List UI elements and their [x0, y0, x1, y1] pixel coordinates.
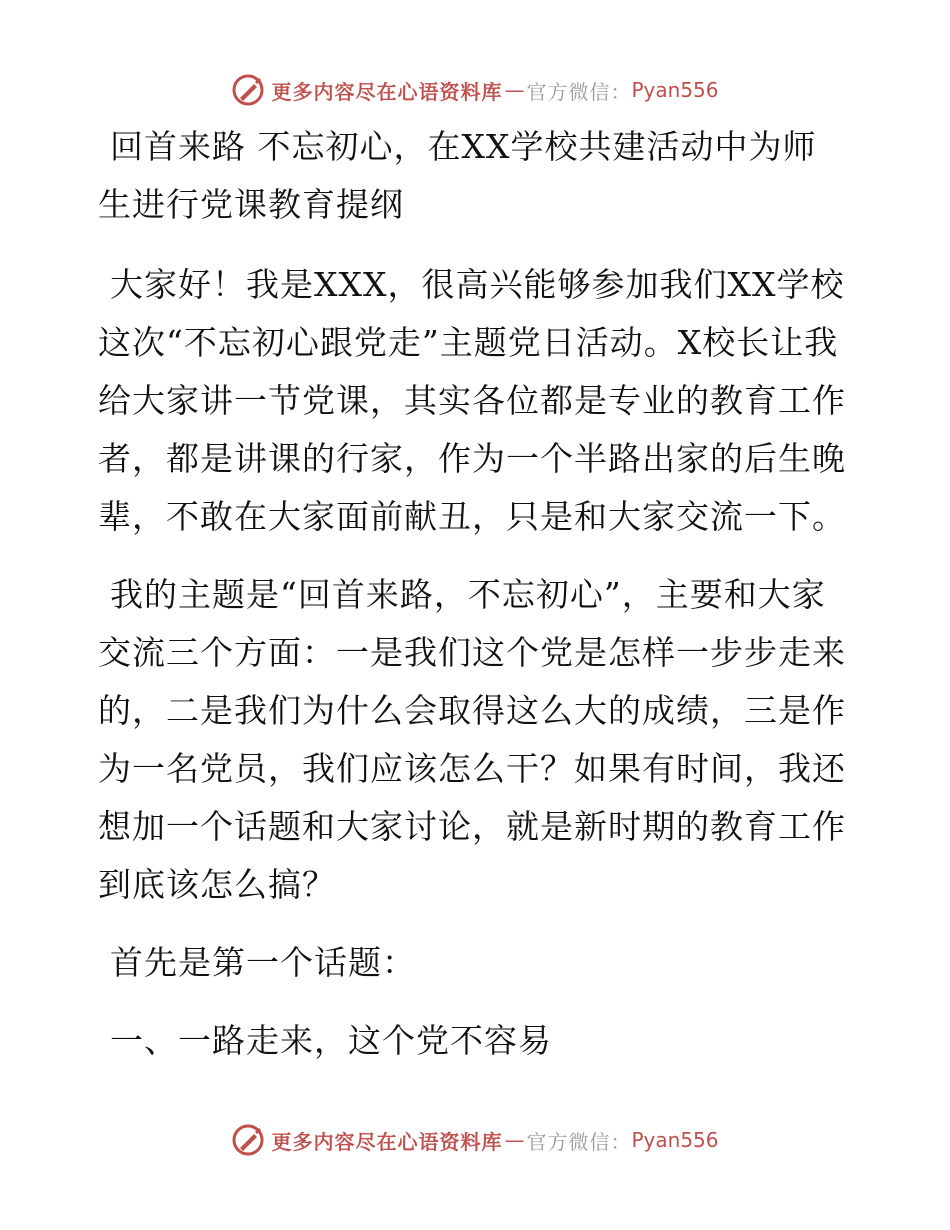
banner-wechat-id: Pyan556 [631, 1128, 719, 1152]
paragraph-theme: 我的主题是“回首来路，不忘初心”，主要和大家交流三个方面：一是我们这个党是怎样一步步走来的，二是我们为什么会取得这么大的成绩，三是作为一名党员，我们应该怎么干？如果有时间，我还想加一个话题和大家讨论，就是新时期的教育工作到底该怎么搞？ [98, 575, 846, 904]
banner-brand-text: 更多内容尽在心语资料库 [271, 79, 503, 104]
footer-banner [0, 1120, 950, 1160]
paragraph-first-topic: 首先是第一个话题： [110, 943, 416, 982]
section-heading-1: 一、一路走来，这个党不容易 [110, 1021, 552, 1060]
banner-separator: — [504, 1128, 525, 1152]
banner-wechat-id: Pyan556 [631, 78, 719, 102]
banner-label: 官方微信： [526, 1129, 632, 1154]
header-banner [0, 70, 950, 110]
logo-icon [231, 73, 265, 107]
logo-icon [231, 1123, 265, 1157]
document-body [98, 118, 850, 1090]
banner-brand-text: 更多内容尽在心语资料库 [271, 1129, 503, 1154]
document-title: 回首来路 不忘初心，在XX学校共建活动中为师生进行党课教育提纲 [98, 127, 817, 224]
banner-separator: — [504, 78, 525, 102]
banner-label: 官方微信： [526, 79, 632, 104]
paragraph-greeting: 大家好！我是XXX，很高兴能够参加我们XX学校这次“不忘初心跟党走”主题党日活动。X校长让我给大家讲一节党课，其实各位都是专业的教育工作者，都是讲课的行家，作为一个半路出家的后生晚辈，不敢在大家面前献丑，只是和大家交流一下。 [98, 265, 846, 536]
